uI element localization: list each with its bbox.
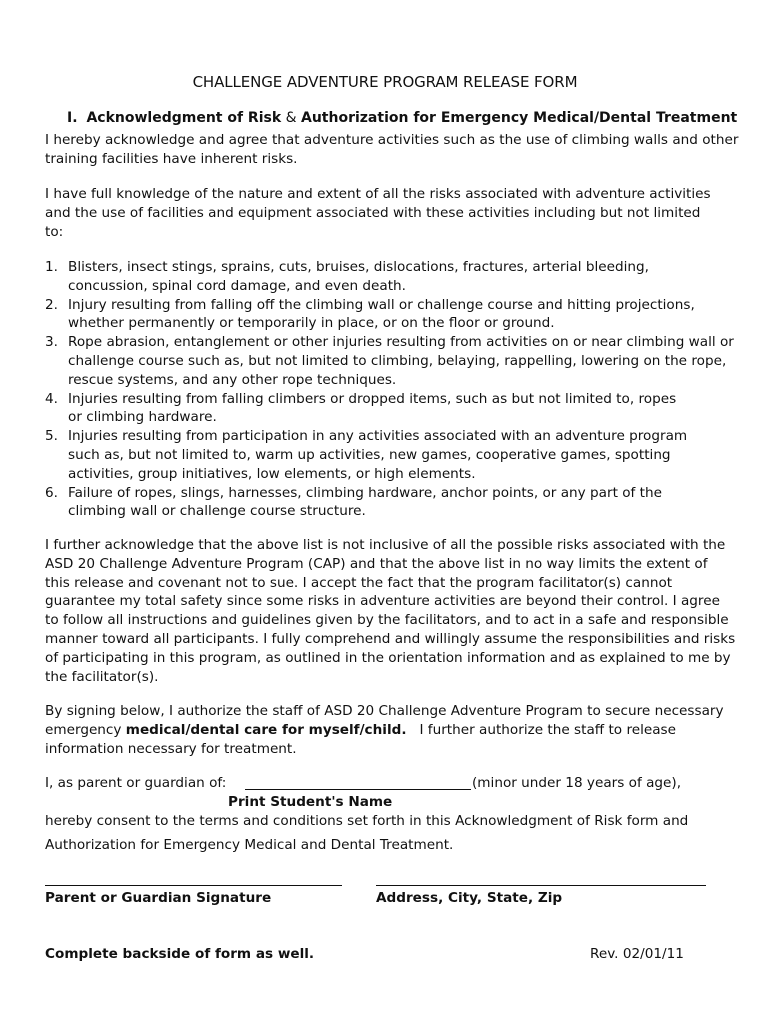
authorization-line: By signing below, I authorize the staff of ASD 20 Challenge Adventure Program to secure necessary	[45, 703, 724, 719]
risk-text: concussion, spinal cord damage, and even death.	[68, 277, 406, 294]
knowledge-line: and the use of facilities and equipment associated with these activities including but not limited	[45, 204, 701, 221]
risk-text: or climbing hardware.	[68, 409, 217, 426]
knowledge-paragraph	[45, 185, 735, 241]
risk-text: such as, but not limited to, warm up activities, new games, cooperative games, spotting	[68, 446, 671, 463]
risk-item-1	[45, 258, 735, 296]
risk-text: whether permanently or temporarily in place, or on the floor or ground.	[68, 315, 555, 332]
risk-number: 2.	[45, 296, 58, 313]
further-line: of participating in this program, as outlined in the orientation information and as explained to me by	[45, 649, 731, 666]
section-heading-part2: Authorization for Emergency Medical/Dental Treatment	[301, 110, 738, 126]
risk-text: Blisters, insect stings, sprains, cuts, bruises, dislocations, fractures, arterial bleeding,	[68, 259, 649, 275]
risk-list	[45, 258, 735, 521]
form-title: CHALLENGE ADVENTURE PROGRAM RELEASE FORM	[192, 73, 578, 91]
further-line: ASD 20 Challenge Adventure Program (CAP) and that the above list in no way limits the extent of	[45, 555, 708, 572]
intro-line: training facilities have inherent risks.	[45, 150, 298, 167]
further-paragraph	[45, 536, 735, 686]
further-line: I further acknowledge that the above list is not inclusive of all the possible risks associated with the	[45, 537, 726, 553]
intro-line: I hereby acknowledge and agree that adventure activities such as the use of climbing walls and other	[45, 132, 739, 148]
risk-text: challenge course such as, but not limited to climbing, belaying, rappelling, lowering on the rope,	[68, 352, 727, 369]
authorization-text: emergency	[45, 721, 126, 738]
risk-text: Injuries resulting from falling climbers or dropped items, such as but not limited to, ropes	[68, 390, 677, 407]
risk-number: 1.	[45, 259, 58, 275]
risk-text: rescue systems, and any other rope techniques.	[68, 371, 397, 388]
risk-item-3	[45, 333, 735, 389]
risk-item-6	[45, 484, 735, 522]
risk-text: Injuries resulting from participation in any activities associated with an adventure program	[68, 428, 688, 445]
risk-text: activities, group initiatives, low elements, or high elements.	[68, 465, 476, 482]
risk-item-4	[45, 390, 735, 428]
risk-item-2	[45, 296, 735, 334]
section-heading-part1: Acknowledgment of Risk	[86, 110, 282, 126]
consent-line: hereby consent to the terms and conditions set forth in this Acknowledgment of Risk form and	[45, 813, 689, 829]
section-numeral: I.	[67, 110, 78, 126]
risk-text: Injury resulting from falling off the climbing wall or challenge course and hitting projections,	[68, 296, 695, 313]
further-line: this release and covenant not to sue. I accept the fact that the program facilitator(s) cannot	[45, 574, 673, 591]
risk-number: 5.	[45, 428, 58, 445]
intro-paragraph	[45, 131, 739, 169]
risk-number: 3.	[45, 334, 58, 351]
risk-text: Failure of ropes, slings, harnesses, climbing hardware, anchor points, or any part of the	[68, 484, 662, 501]
student-name-label: Print Student's Name	[228, 794, 393, 810]
backside-note: Complete backside of form as well.	[45, 946, 315, 962]
risk-text: Rope abrasion, entanglement or other injuries resulting from activities on or near climbing wall or	[68, 334, 734, 351]
authorization-paragraph	[45, 702, 735, 758]
authorization-line-2	[45, 721, 735, 740]
risk-item-5	[45, 427, 735, 483]
guardian-signature-label: Parent or Guardian Signature	[45, 890, 272, 906]
address-label: Address, City, State, Zip	[376, 890, 563, 906]
guardian-suffix: (minor under 18 years of age),	[472, 775, 682, 791]
section-heading	[67, 109, 737, 128]
risk-number: 6.	[45, 484, 58, 501]
address-field[interactable]	[376, 885, 706, 886]
risk-number: 4.	[45, 390, 58, 407]
section-heading-amp: &	[285, 110, 297, 126]
revision-date: Rev. 02/01/11	[590, 946, 684, 962]
further-line: manner toward all participants. I fully comprehend and willingly assume the responsibilities and risks	[45, 630, 736, 647]
knowledge-line: to:	[45, 223, 64, 240]
risk-text: climbing wall or challenge course structure.	[68, 503, 366, 520]
authorization-bold-text: medical/dental care for myself/child.	[125, 721, 407, 738]
authorization-line: information necessary for treatment.	[45, 740, 297, 757]
guardian-prefix: I, as parent or guardian of:	[45, 775, 227, 791]
further-line: guarantee my total safety since some risks in adventure activities are beyond their control. I agree	[45, 593, 720, 610]
further-line: to follow all instructions and guidelines given by the facilitators, and to act in a safe and responsible	[45, 612, 729, 629]
consent-line: Authorization for Emergency Medical and Dental Treatment.	[45, 837, 454, 853]
further-line: the facilitator(s).	[45, 668, 159, 685]
guardian-signature-field[interactable]	[45, 885, 342, 886]
student-name-field[interactable]	[245, 789, 471, 790]
knowledge-line: I have full knowledge of the nature and extent of all the risks associated with adventure activities	[45, 186, 711, 202]
authorization-text: I further authorize the staff to release	[406, 721, 677, 738]
